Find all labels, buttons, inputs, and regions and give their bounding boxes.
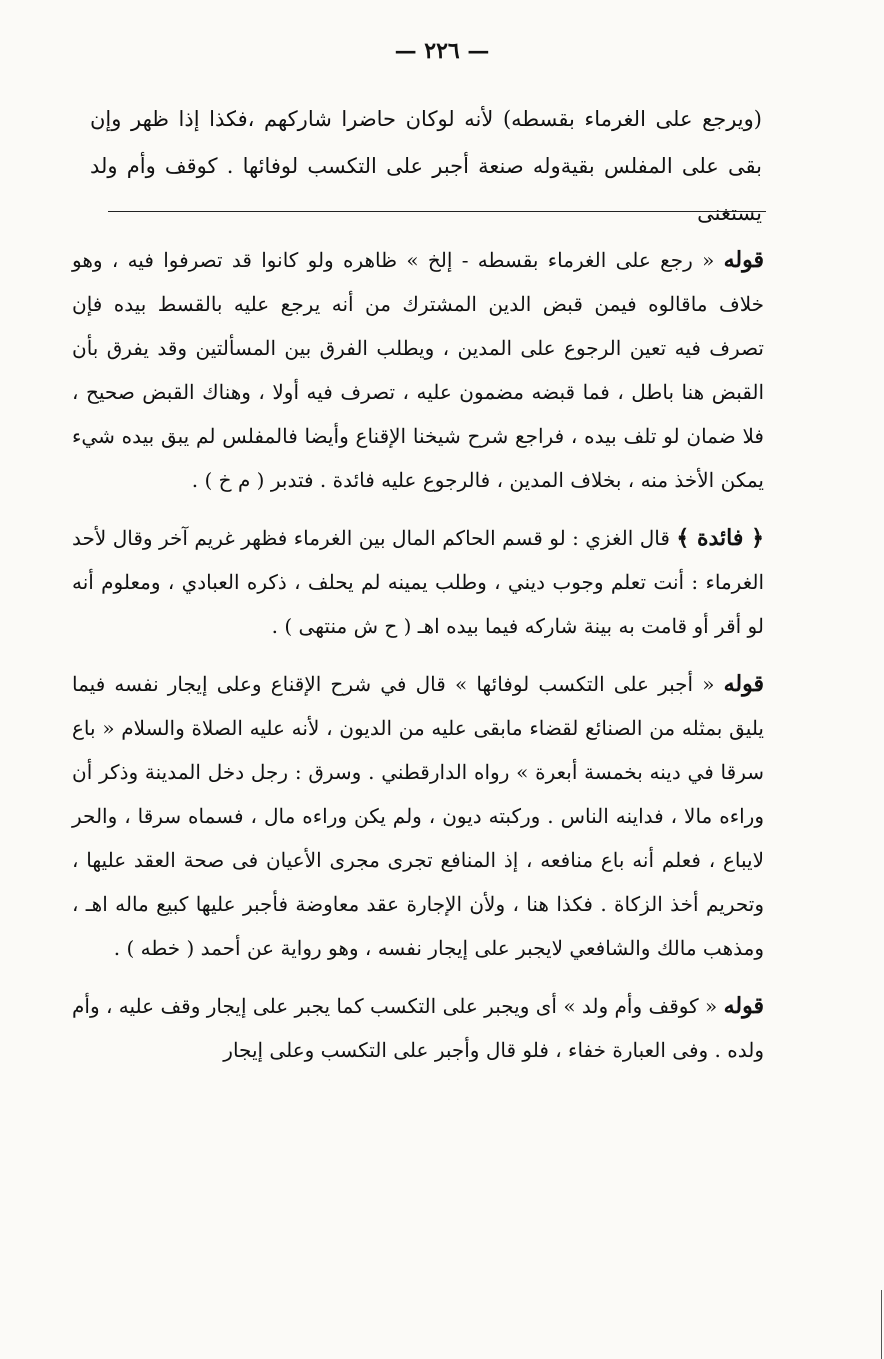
paragraph-lead: قوله xyxy=(723,993,764,1019)
paragraph-lead: قوله xyxy=(723,671,765,697)
page-number: — ٢٢٦ — xyxy=(394,38,490,64)
commentary-section xyxy=(72,238,764,1086)
divider-line xyxy=(108,211,766,212)
paragraph-lead: قوله xyxy=(723,247,764,273)
page-edge-line xyxy=(881,1290,882,1359)
paragraph-text: « رجع على الغرماء بقسطه - إلخ » ظاهره ولو كانوا قد تصرفوا فيه ، وهو خلاف ماقالوه فيمن قبض الدين المشترك من أنه يرجع عليه بالقسط بيده فإن تصرف فيه تعين الرجوع على المدين ، ويطلب الفرق بين المسألتين وقد يفرق بأن القبض هنا باطل ، فما قبضه مضمون عليه ، تصرف فيه أولا ، وهناك القبض صحيح ، فلا ضمان لو تلف بيده ، فراجع شرح شيخنا الإقناع وأيضا فالمفلس لم يبق بيده شيء يمكن الأخذ منه ، بخلاف المدين ، فالرجوع عليه فائدة . فتدبر ( م خ ) . xyxy=(72,248,764,492)
paragraph-text: قال الغزي : لو قسم الحاكم المال بين الغرماء فظهر غريم آخر وقال لأحد الغرماء : أنت تعلم وجوب ديني ، وطلب يمينه لم يحلف ، ذكره العبادي ، ومعلوم أنه لو أقر أو قامت به بينة شاركه فيما بيده اهـ ( ح ش منتهى ) . xyxy=(72,526,764,638)
paragraph-lead: ﴿ فائدة ﴾ xyxy=(676,525,764,551)
commentary-paragraph xyxy=(72,984,764,1072)
main-text: (ويرجع على الغرماء بقسطه) لأنه لوكان حاضرا شاركهم ،فكذا إذا ظهر وإن بقى على المفلس بقيةوله صنعة أجبر على التكسب لوفائها . كوقف وأم ولد يستغنى xyxy=(90,107,762,225)
commentary-paragraph xyxy=(72,662,764,970)
paragraph-text: « أجبر على التكسب لوفائها » قال في شرح الإقناع وعلى إيجار نفسه فيما يليق بمثله من الصنائع لقضاء مابقى عليه من الديون ، لأنه عليه الصلاة والسلام « باع سرقا في دينه بخمسة أبعرة » رواه الدارقطني . وسرق : رجل دخل المدينة وذكر أن وراءه مالا ، فداينه الناس . وركبته ديون ، ولم يكن وراءه مال ، فسماه سرقا ، والحر لايباع ، فعلم أنه باع منافعه ، إذ المنافع تجرى مجرى الأعيان فى صحة العقد عليها ، وتحريم أخذ الزكاة . فكذا هنا ، ولأن الإجارة عقد معاوضة فأجبر عليها كبيع ماله اهـ ، ومذهب مالك والشافعي لايجبر على إيجار نفسه ، وهو رواية عن أحمد ( خطه ) . xyxy=(72,672,765,960)
commentary-paragraph xyxy=(72,516,764,648)
commentary-paragraph xyxy=(72,238,764,502)
paragraph-text: « كوقف وأم ولد » أى ويجبر على التكسب كما يجبر على إيجار وقف عليه ، وأم ولده . وفى العبارة خفاء ، فلو قال وأجبر على التكسب وعلى إيجار xyxy=(72,994,764,1062)
